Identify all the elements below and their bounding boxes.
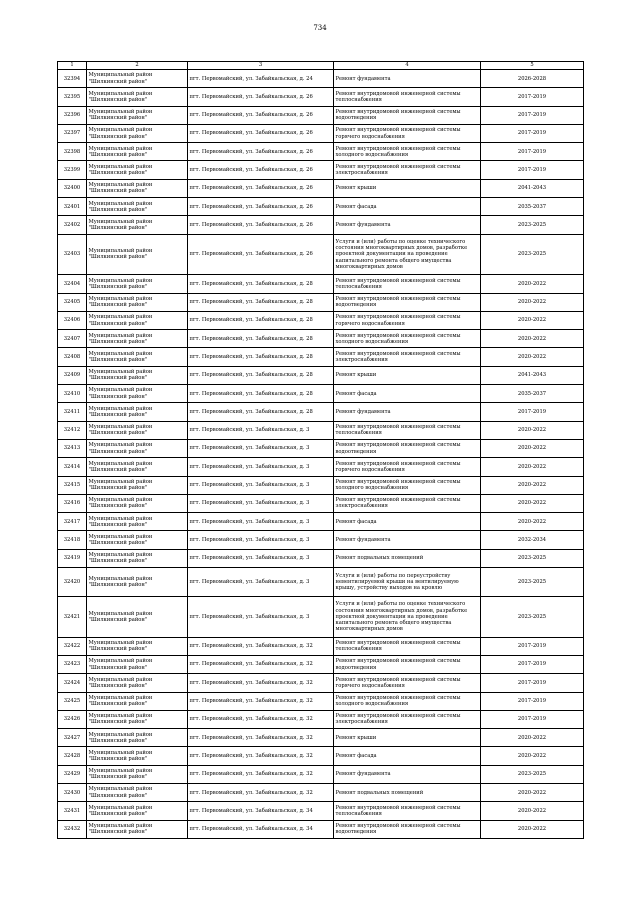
municipality-cell: Муниципальный район "Шилкинский район"	[87, 348, 188, 366]
period-cell: 2020-2022	[481, 458, 584, 476]
period-cell: 2020-2022	[481, 439, 584, 457]
work-type-cell: Услуги и (или) работы по переустройству невентилируемой крыши на вентилируемую крышу, устройству выходов на кровлю	[334, 568, 481, 597]
table-row	[58, 820, 584, 838]
row-number-cell: 32415	[58, 476, 87, 494]
row-number-cell: 32424	[58, 674, 87, 692]
work-type-cell: Ремонт внутридомовой инженерной системы горячего водоснабжения	[334, 674, 481, 692]
address-cell: пгт. Первомайский, ул. Забайкальская, д. 26	[188, 106, 334, 124]
row-number-cell: 32432	[58, 820, 87, 838]
row-number-cell: 32403	[58, 234, 87, 275]
address-cell: пгт. Первомайский, ул. Забайкальская, д. 32	[188, 765, 334, 783]
municipality-cell: Муниципальный район "Шилкинский район"	[87, 549, 188, 567]
period-cell: 2035-2037	[481, 385, 584, 403]
work-type-cell: Ремонт внутридомовой инженерной системы электроснабжения	[334, 161, 481, 179]
column-number: 4	[334, 62, 481, 70]
row-number-cell: 32406	[58, 311, 87, 329]
row-number-cell: 32417	[58, 513, 87, 531]
address-cell: пгт. Первомайский, ул. Забайкальская, д. 26	[188, 161, 334, 179]
work-type-cell: Ремонт внутридомовой инженерной системы холодного водоснабжения	[334, 330, 481, 348]
table-row	[58, 802, 584, 820]
address-cell: пгт. Первомайский, ул. Забайкальская, д. 28	[188, 275, 334, 293]
address-cell: пгт. Первомайский, ул. Забайкальская, д. 26	[188, 88, 334, 106]
table-row	[58, 234, 584, 275]
period-cell: 2020-2022	[481, 802, 584, 820]
work-type-cell: Ремонт внутридомовой инженерной системы теплоснабжения	[334, 275, 481, 293]
table-row	[58, 124, 584, 142]
municipality-cell: Муниципальный район "Шилкинский район"	[87, 802, 188, 820]
address-cell: пгт. Первомайский, ул. Забайкальская, д. 26	[188, 143, 334, 161]
address-cell: пгт. Первомайский, ул. Забайкальская, д. 3	[188, 513, 334, 531]
municipality-cell: Муниципальный район "Шилкинский район"	[87, 234, 188, 275]
row-number-cell: 32400	[58, 179, 87, 197]
row-number-cell: 32404	[58, 275, 87, 293]
address-cell: пгт. Первомайский, ул. Забайкальская, д. 32	[188, 692, 334, 710]
municipality-cell: Муниципальный район "Шилкинский район"	[87, 439, 188, 457]
period-cell: 2023-2025	[481, 597, 584, 638]
address-cell: пгт. Первомайский, ул. Забайкальская, д. 32	[188, 747, 334, 765]
address-cell: пгт. Первомайский, ул. Забайкальская, д. 26	[188, 198, 334, 216]
row-number-cell: 32429	[58, 765, 87, 783]
work-type-cell: Ремонт подвальных помещений	[334, 549, 481, 567]
period-cell: 2032-2034	[481, 531, 584, 549]
work-type-cell: Ремонт внутридомовой инженерной системы водоотведения	[334, 439, 481, 457]
period-cell: 2017-2019	[481, 710, 584, 728]
municipality-cell: Муниципальный район "Шилкинский район"	[87, 637, 188, 655]
work-type-cell: Ремонт внутридомовой инженерной системы холодного водоснабжения	[334, 692, 481, 710]
period-cell: 2020-2022	[481, 476, 584, 494]
table-row	[58, 106, 584, 124]
work-type-cell: Ремонт внутридомовой инженерной системы холодного водоснабжения	[334, 143, 481, 161]
municipality-cell: Муниципальный район "Шилкинский район"	[87, 311, 188, 329]
period-cell: 2041-2043	[481, 179, 584, 197]
address-cell: пгт. Первомайский, ул. Забайкальская, д. 28	[188, 366, 334, 384]
period-cell: 2017-2019	[481, 403, 584, 421]
period-cell: 2020-2022	[481, 820, 584, 838]
row-number-cell: 32428	[58, 747, 87, 765]
period-cell: 2017-2019	[481, 692, 584, 710]
municipality-cell: Муниципальный район "Шилкинский район"	[87, 783, 188, 801]
work-type-cell: Ремонт внутридомовой инженерной системы горячего водоснабжения	[334, 124, 481, 142]
table-row	[58, 143, 584, 161]
municipality-cell: Муниципальный район "Шилкинский район"	[87, 421, 188, 439]
work-type-cell: Ремонт внутридомовой инженерной системы электроснабжения	[334, 710, 481, 728]
address-cell: пгт. Первомайский, ул. Забайкальская, д. 32	[188, 655, 334, 673]
municipality-cell: Муниципальный район "Шилкинский район"	[87, 513, 188, 531]
work-type-cell: Ремонт внутридомовой инженерной системы электроснабжения	[334, 348, 481, 366]
municipality-cell: Муниципальный район "Шилкинский район"	[87, 124, 188, 142]
work-type-cell: Ремонт крыши	[334, 179, 481, 197]
period-cell: 2020-2022	[481, 747, 584, 765]
table-row	[58, 513, 584, 531]
work-type-cell: Ремонт крыши	[334, 366, 481, 384]
address-cell: пгт. Первомайский, ул. Забайкальская, д. 26	[188, 124, 334, 142]
table-row	[58, 385, 584, 403]
work-type-cell: Ремонт подвальных помещений	[334, 783, 481, 801]
table-row	[58, 568, 584, 597]
municipality-cell: Муниципальный район "Шилкинский район"	[87, 366, 188, 384]
municipality-cell: Муниципальный район "Шилкинский район"	[87, 494, 188, 512]
work-type-cell: Ремонт внутридомовой инженерной системы теплоснабжения	[334, 637, 481, 655]
table-row	[58, 783, 584, 801]
row-number-cell: 32414	[58, 458, 87, 476]
address-cell: пгт. Первомайский, ул. Забайкальская, д. 26	[188, 234, 334, 275]
row-number-cell: 32397	[58, 124, 87, 142]
address-cell: пгт. Первомайский, ул. Забайкальская, д. 26	[188, 216, 334, 234]
work-type-cell: Ремонт крыши	[334, 729, 481, 747]
address-cell: пгт. Первомайский, ул. Забайкальская, д. 26	[188, 179, 334, 197]
period-cell: 2017-2019	[481, 637, 584, 655]
table-row	[58, 198, 584, 216]
work-type-cell: Ремонт фасада	[334, 198, 481, 216]
column-number: 1	[58, 62, 87, 70]
registry-table	[57, 61, 584, 839]
address-cell: пгт. Первомайский, ул. Забайкальская, д. 3	[188, 458, 334, 476]
row-number-cell: 32402	[58, 216, 87, 234]
row-number-cell: 32427	[58, 729, 87, 747]
row-number-cell: 32425	[58, 692, 87, 710]
period-cell: 2035-2037	[481, 198, 584, 216]
work-type-cell: Услуги и (или) работы по оценке технического состояния многоквартирных домов, разработке проектной документации на проведение капитального ремонта общего имущества многоквартирных домов	[334, 234, 481, 275]
address-cell: пгт. Первомайский, ул. Забайкальская, д. 3	[188, 531, 334, 549]
row-number-cell: 32407	[58, 330, 87, 348]
table-row	[58, 70, 584, 88]
row-number-cell: 32396	[58, 106, 87, 124]
period-cell: 2020-2022	[481, 421, 584, 439]
column-number: 2	[87, 62, 188, 70]
municipality-cell: Муниципальный район "Шилкинский район"	[87, 385, 188, 403]
row-number-cell: 32408	[58, 348, 87, 366]
row-number-cell: 32398	[58, 143, 87, 161]
municipality-cell: Муниципальный район "Шилкинский район"	[87, 293, 188, 311]
table-row	[58, 637, 584, 655]
table-row	[58, 674, 584, 692]
period-cell: 2017-2019	[481, 674, 584, 692]
municipality-cell: Муниципальный район "Шилкинский район"	[87, 710, 188, 728]
period-cell: 2023-2025	[481, 216, 584, 234]
row-number-cell: 32401	[58, 198, 87, 216]
municipality-cell: Муниципальный район "Шилкинский район"	[87, 330, 188, 348]
municipality-cell: Муниципальный район "Шилкинский район"	[87, 143, 188, 161]
period-cell: 2020-2022	[481, 275, 584, 293]
row-number-cell: 32410	[58, 385, 87, 403]
row-number-cell: 32418	[58, 531, 87, 549]
row-number-cell: 32421	[58, 597, 87, 638]
table-row	[58, 710, 584, 728]
address-cell: пгт. Первомайский, ул. Забайкальская, д. 3	[188, 421, 334, 439]
table-row	[58, 476, 584, 494]
period-cell: 2023-2025	[481, 568, 584, 597]
address-cell: пгт. Первомайский, ул. Забайкальская, д. 3	[188, 597, 334, 638]
table-row	[58, 692, 584, 710]
table-row	[58, 421, 584, 439]
period-cell: 2023-2025	[481, 549, 584, 567]
address-cell: пгт. Первомайский, ул. Забайкальская, д. 34	[188, 802, 334, 820]
table-row	[58, 88, 584, 106]
table-row	[58, 161, 584, 179]
period-cell: 2020-2022	[481, 729, 584, 747]
municipality-cell: Муниципальный район "Шилкинский район"	[87, 106, 188, 124]
work-type-cell: Ремонт фундамента	[334, 70, 481, 88]
table-row	[58, 366, 584, 384]
column-number: 5	[481, 62, 584, 70]
row-number-cell: 32412	[58, 421, 87, 439]
period-cell: 2020-2022	[481, 330, 584, 348]
municipality-cell: Муниципальный район "Шилкинский район"	[87, 476, 188, 494]
address-cell: пгт. Первомайский, ул. Забайкальская, д. 32	[188, 674, 334, 692]
period-cell: 2020-2022	[481, 311, 584, 329]
row-number-cell: 32409	[58, 366, 87, 384]
period-cell: 2017-2019	[481, 124, 584, 142]
address-cell: пгт. Первомайский, ул. Забайкальская, д. 32	[188, 710, 334, 728]
address-cell: пгт. Первомайский, ул. Забайкальская, д. 3	[188, 549, 334, 567]
work-type-cell: Ремонт внутридомовой инженерной системы водоотведения	[334, 293, 481, 311]
address-cell: пгт. Первомайский, ул. Забайкальская, д. 32	[188, 729, 334, 747]
period-cell: 2020-2022	[481, 293, 584, 311]
work-type-cell: Ремонт фундамента	[334, 765, 481, 783]
municipality-cell: Муниципальный район "Шилкинский район"	[87, 568, 188, 597]
municipality-cell: Муниципальный район "Шилкинский район"	[87, 820, 188, 838]
municipality-cell: Муниципальный район "Шилкинский район"	[87, 458, 188, 476]
address-cell: пгт. Первомайский, ул. Забайкальская, д. 3	[188, 568, 334, 597]
work-type-cell: Ремонт внутридомовой инженерной системы теплоснабжения	[334, 802, 481, 820]
municipality-cell: Муниципальный район "Шилкинский район"	[87, 88, 188, 106]
period-cell: 2017-2019	[481, 655, 584, 673]
period-cell: 2041-2043	[481, 366, 584, 384]
row-number-cell: 32405	[58, 293, 87, 311]
period-cell: 2020-2022	[481, 348, 584, 366]
table-row	[58, 330, 584, 348]
municipality-cell: Муниципальный район "Шилкинский район"	[87, 403, 188, 421]
work-type-cell: Ремонт внутридомовой инженерной системы теплоснабжения	[334, 88, 481, 106]
period-cell: 2026-2028	[481, 70, 584, 88]
work-type-cell: Услуги и (или) работы по оценке технического состояния многоквартирных домов, разработке проектной документации на проведение капитального ремонта общего имущества многоквартирных домов	[334, 597, 481, 638]
table-row	[58, 293, 584, 311]
work-type-cell: Ремонт внутридомовой инженерной системы теплоснабжения	[334, 421, 481, 439]
table-row	[58, 439, 584, 457]
address-cell: пгт. Первомайский, ул. Забайкальская, д. 28	[188, 348, 334, 366]
address-cell: пгт. Первомайский, ул. Забайкальская, д. 28	[188, 403, 334, 421]
row-number-cell: 32416	[58, 494, 87, 512]
address-cell: пгт. Первомайский, ул. Забайкальская, д. 32	[188, 637, 334, 655]
period-cell: 2017-2019	[481, 106, 584, 124]
table-row	[58, 549, 584, 567]
table-row	[58, 765, 584, 783]
address-cell: пгт. Первомайский, ул. Забайкальская, д. 24	[188, 70, 334, 88]
municipality-cell: Муниципальный район "Шилкинский район"	[87, 161, 188, 179]
municipality-cell: Муниципальный район "Шилкинский район"	[87, 70, 188, 88]
row-number-cell: 32399	[58, 161, 87, 179]
table-row	[58, 655, 584, 673]
row-number-cell: 32422	[58, 637, 87, 655]
work-type-cell: Ремонт внутридомовой инженерной системы холодного водоснабжения	[334, 476, 481, 494]
address-cell: пгт. Первомайский, ул. Забайкальская, д. 3	[188, 439, 334, 457]
address-cell: пгт. Первомайский, ул. Забайкальская, д. 32	[188, 783, 334, 801]
work-type-cell: Ремонт внутридомовой инженерной системы горячего водоснабжения	[334, 458, 481, 476]
address-cell: пгт. Первомайский, ул. Забайкальская, д. 28	[188, 311, 334, 329]
column-number: 3	[188, 62, 334, 70]
work-type-cell: Ремонт фасада	[334, 747, 481, 765]
municipality-cell: Муниципальный район "Шилкинский район"	[87, 216, 188, 234]
row-number-cell: 32431	[58, 802, 87, 820]
address-cell: пгт. Первомайский, ул. Забайкальская, д. 3	[188, 476, 334, 494]
table-row	[58, 179, 584, 197]
work-type-cell: Ремонт фундамента	[334, 216, 481, 234]
period-cell: 2020-2022	[481, 783, 584, 801]
row-number-cell: 32395	[58, 88, 87, 106]
municipality-cell: Муниципальный район "Шилкинский район"	[87, 597, 188, 638]
row-number-cell: 32419	[58, 549, 87, 567]
row-number-cell: 32426	[58, 710, 87, 728]
period-cell: 2017-2019	[481, 161, 584, 179]
table-row	[58, 348, 584, 366]
municipality-cell: Муниципальный район "Шилкинский район"	[87, 692, 188, 710]
row-number-cell: 32420	[58, 568, 87, 597]
work-type-cell: Ремонт фундамента	[334, 403, 481, 421]
period-cell: 2020-2022	[481, 513, 584, 531]
period-cell: 2017-2019	[481, 88, 584, 106]
municipality-cell: Муниципальный район "Шилкинский район"	[87, 765, 188, 783]
table-row	[58, 597, 584, 638]
address-cell: пгт. Первомайский, ул. Забайкальская, д. 3	[188, 494, 334, 512]
municipality-cell: Муниципальный район "Шилкинский район"	[87, 729, 188, 747]
row-number-cell: 32423	[58, 655, 87, 673]
address-cell: пгт. Первомайский, ул. Забайкальская, д. 34	[188, 820, 334, 838]
municipality-cell: Муниципальный район "Шилкинский район"	[87, 747, 188, 765]
address-cell: пгт. Первомайский, ул. Забайкальская, д. 28	[188, 385, 334, 403]
work-type-cell: Ремонт внутридомовой инженерной системы электроснабжения	[334, 494, 481, 512]
municipality-cell: Муниципальный район "Шилкинский район"	[87, 531, 188, 549]
work-type-cell: Ремонт внутридомовой инженерной системы водоотведения	[334, 820, 481, 838]
work-type-cell: Ремонт фасада	[334, 513, 481, 531]
table-row	[58, 729, 584, 747]
row-number-cell: 32394	[58, 70, 87, 88]
table-row	[58, 216, 584, 234]
table-row	[58, 531, 584, 549]
period-cell: 2020-2022	[481, 494, 584, 512]
registry-body	[58, 70, 584, 839]
table-row	[58, 747, 584, 765]
page-number: 734	[313, 24, 327, 32]
row-number-cell: 32411	[58, 403, 87, 421]
period-cell: 2017-2019	[481, 143, 584, 161]
work-type-cell: Ремонт внутридомовой инженерной системы водоотведения	[334, 655, 481, 673]
municipality-cell: Муниципальный район "Шилкинский район"	[87, 674, 188, 692]
table-row	[58, 275, 584, 293]
work-type-cell: Ремонт внутридомовой инженерной системы горячего водоснабжения	[334, 311, 481, 329]
address-cell: пгт. Первомайский, ул. Забайкальская, д. 28	[188, 293, 334, 311]
row-number-cell: 32413	[58, 439, 87, 457]
municipality-cell: Муниципальный район "Шилкинский район"	[87, 179, 188, 197]
table-row	[58, 458, 584, 476]
column-number-row	[58, 62, 584, 70]
address-cell: пгт. Первомайский, ул. Забайкальская, д. 28	[188, 330, 334, 348]
work-type-cell: Ремонт фундамента	[334, 531, 481, 549]
municipality-cell: Муниципальный район "Шилкинский район"	[87, 198, 188, 216]
table-row	[58, 403, 584, 421]
table-row	[58, 311, 584, 329]
municipality-cell: Муниципальный район "Шилкинский район"	[87, 275, 188, 293]
row-number-cell: 32430	[58, 783, 87, 801]
municipality-cell: Муниципальный район "Шилкинский район"	[87, 655, 188, 673]
table-row	[58, 494, 584, 512]
period-cell: 2023-2025	[481, 234, 584, 275]
work-type-cell: Ремонт внутридомовой инженерной системы водоотведения	[334, 106, 481, 124]
work-type-cell: Ремонт фасада	[334, 385, 481, 403]
period-cell: 2023-2025	[481, 765, 584, 783]
